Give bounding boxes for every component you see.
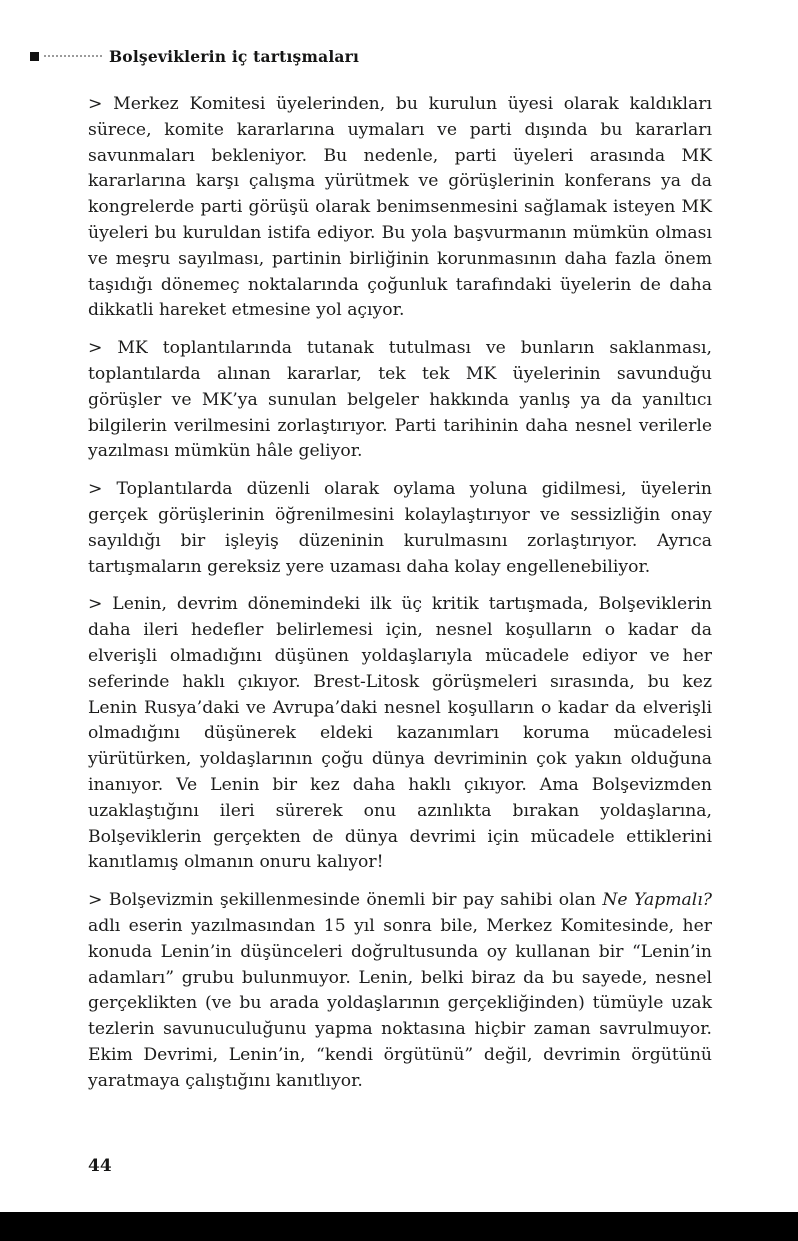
- bottom-edge-bar: [0, 1212, 798, 1241]
- text-run: > Merkez Komitesi üyelerinden, bu kurulun üyesi olarak kaldıkları sürece, komite kararlarına uymaları ve parti dışında bu kararları savunmaları bekleniyor. Bu nedenle, parti üyeleri arasında MK kararlarına karşı çalışma yürütmek ve görüşlerinin konferans ya da kongrelerde parti görüşü olarak benimsenmesini sağlamak isteyen MK üyeleri bu kuruldan istifa ediyor. Bu yola başvurmanın mümkün olması ve meşru sayılması, partinin birliğinin korunmasının daha fazla önem taşıdığı dönemeç noktalarında çoğunluk tarafındaki üyelerin de daha dikkatli hareket etmesine yol açıyor.: [88, 94, 712, 321]
- text-run: > MK toplantılarında tutanak tutulması ve bunların saklanması, toplantılarda alınan kararlar, tek tek MK üyelerinin savunduğu görüşler ve MK’ya sunulan belgeler hakkında yanlış ya da yanıltıcı bilgilerin verilmesini zorlaştırıyor. Parti tarihinin daha nesnel verilerle yazılması mümkün hâle geliyor.: [88, 338, 712, 462]
- text-run: adlı eserin yazılmasından 15 yıl sonra bile, Merkez Komitesinde, her konuda Lenin’in düşünceleri doğrultusunda oy kullanan bir “Lenin’in adamları” grubu bulunmuyor. Lenin, belki biraz da bu sayede, nesnel gerçeklikten (ve bu arada yoldaşlarının gerçekliğinden) tümüyle uzak tezlerin savunuculuğunu yapma noktasına hiçbir zaman savrulmuyor. Ekim Devrimi, Lenin’in, “kendi örgütünü” değil, devrimin örgütünü yaratmaya çalıştığını kanıtlıyor.: [88, 915, 712, 1091]
- header-square-icon: [30, 52, 39, 61]
- header-dotted-leader: [44, 55, 102, 57]
- text-run: > Lenin, devrim dönemindeki ilk üç kritik tartışmada, Bolşeviklerin daha ileri hedefler belirlemesi için, nesnel koşulların o kadar da elverişli olmadığını düşünen yoldaşlarıyla mücadele ediyor ve her seferinde haklı çıkıyor. Brest-Litosk görüşmeleri sırasında, bu kez Lenin Rusya’daki ve Avrupa’daki nesnel koşulların o kadar da elverişli olmadığını düşünerek eldeki kazanımları koruma mücadelesi yürütürken, yoldaşlarının çoğu dünya devriminin çok yakın olduğuna inanıyor. Ve Lenin bir kez daha haklı çıkıyor. Ama Bolşevizmden uzaklaştığını ileri sürerek onu azınlıkta bırakan yoldaşlarına, Bolşeviklerin gerçekten de dünya devrimi için mücadele ettiklerini kanıtlamış olmanın onuru kalıyor!: [88, 594, 712, 873]
- running-header: [30, 48, 359, 64]
- page-number: 44: [88, 1156, 112, 1176]
- paragraph: [88, 888, 712, 1094]
- chapter-title: Bolşeviklerin iç tartışmaları: [109, 46, 360, 66]
- text-run: > Bolşevizmin şekillenmesinde önemli bir pay sahibi olan: [88, 890, 603, 911]
- body-text: [88, 92, 712, 1106]
- text-run: > Toplantılarda düzenli olarak oylama yoluna gidilmesi, üyelerin gerçek görüşlerinin öğrenilmesini kolaylaştırıyor ve sessizliğin onay sayıldığı bir işleyiş düzeninin kurulmasını zorlaştırıyor. Ayrıca tartışmaların gereksiz yere uzaması daha kolay engellenebiliyor.: [88, 479, 712, 577]
- italic-text-run: Ne Yapmalı?: [602, 890, 712, 911]
- paragraph: [88, 592, 712, 876]
- paragraph: [88, 477, 712, 580]
- paragraph: [88, 92, 712, 324]
- paragraph: [88, 336, 712, 465]
